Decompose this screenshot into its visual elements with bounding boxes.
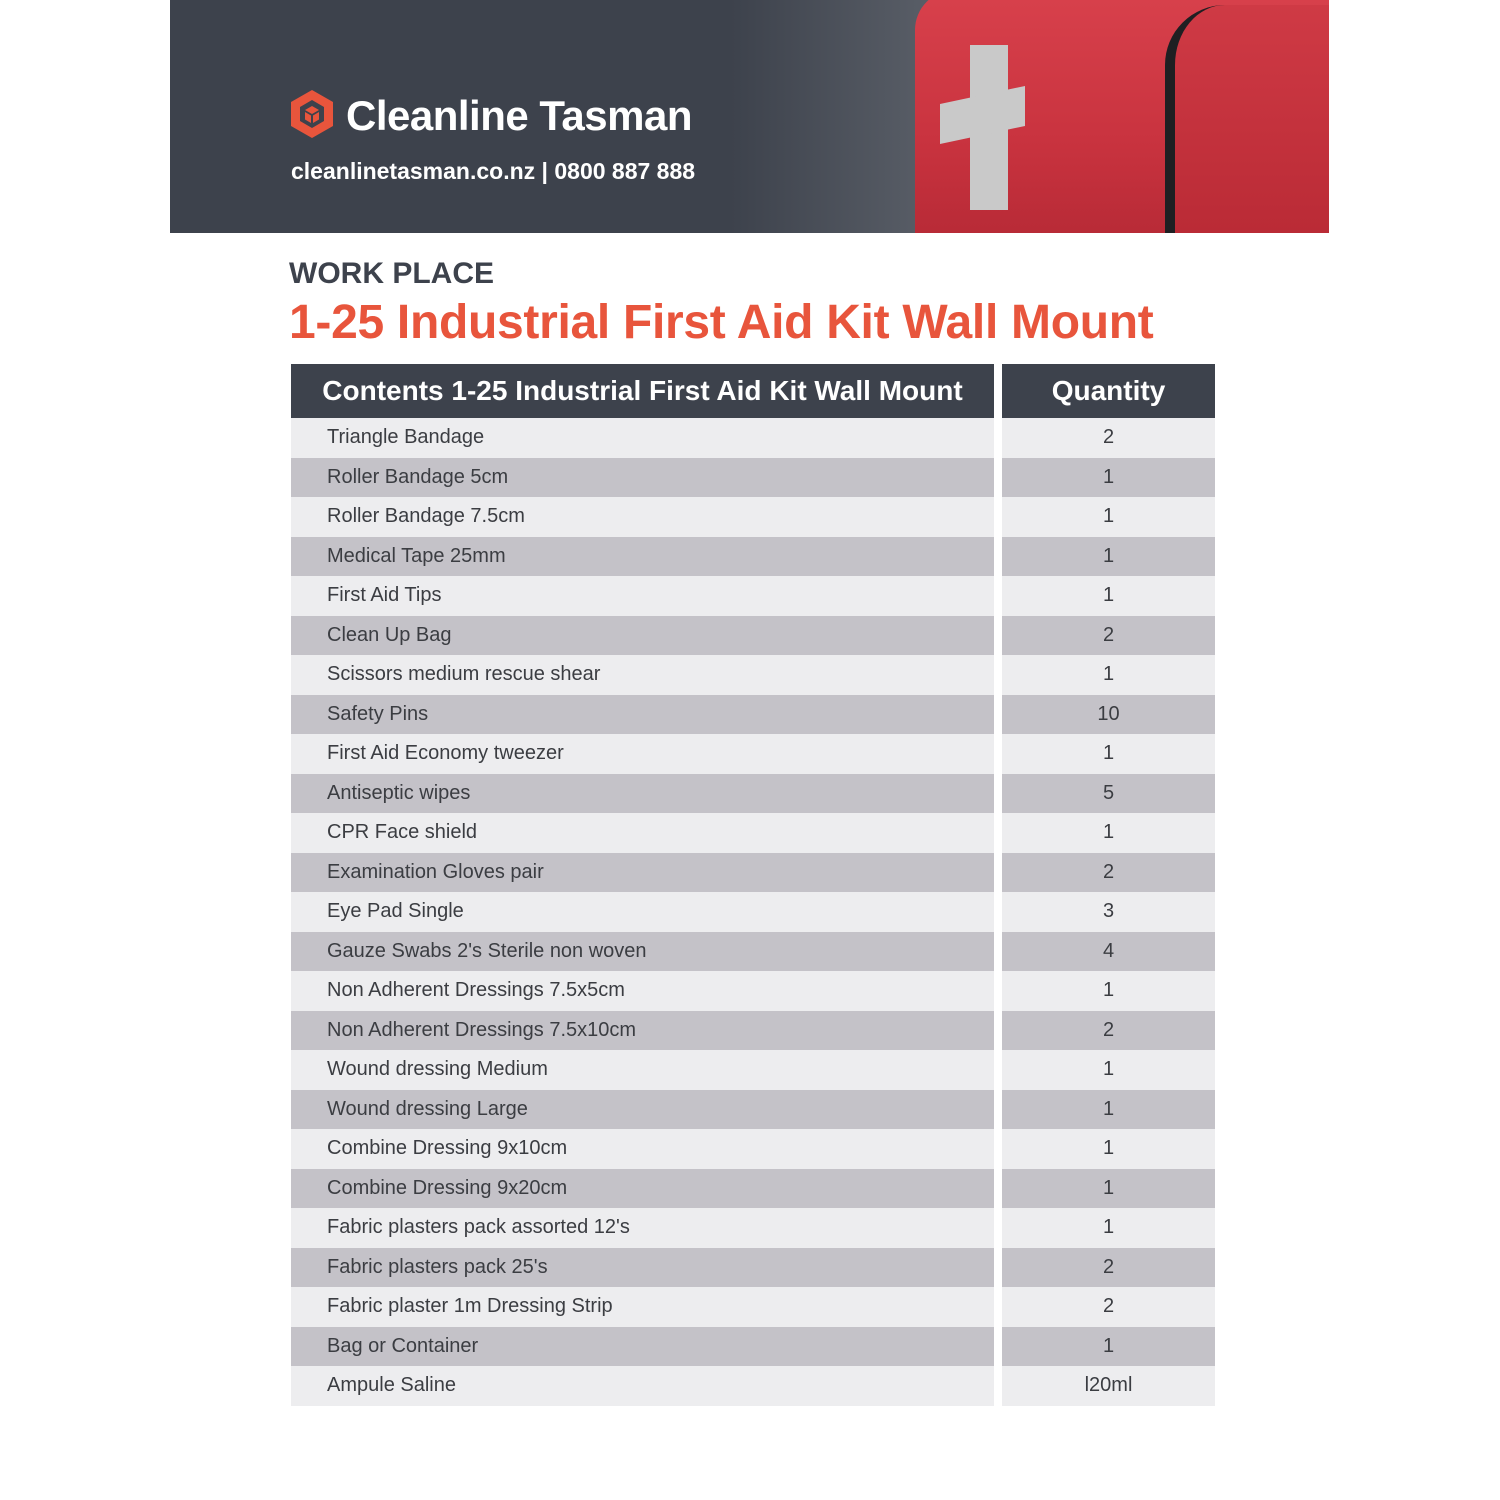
item-cell: Ampule Saline <box>291 1366 994 1406</box>
quantity-cell: 2 <box>1002 418 1215 458</box>
table-row <box>291 813 1215 853</box>
table-row <box>291 1208 1215 1248</box>
table-body <box>291 418 1215 1406</box>
table-row <box>291 932 1215 972</box>
contents-column-header: Contents 1-25 Industrial First Aid Kit Wall Mount <box>291 364 994 418</box>
table-row <box>291 1248 1215 1288</box>
table-row <box>291 1366 1215 1406</box>
quantity-cell: 1 <box>1002 537 1215 577</box>
quantity-cell: 1 <box>1002 813 1215 853</box>
document-kicker: WORK PLACE <box>289 257 494 290</box>
quantity-cell: l20ml <box>1002 1366 1215 1406</box>
brand-name: Cleanline Tasman <box>346 92 693 139</box>
item-cell: Wound dressing Large <box>291 1090 994 1130</box>
table-row <box>291 418 1215 458</box>
first-aid-bag-pocket <box>1165 5 1329 233</box>
quantity-cell: 1 <box>1002 1327 1215 1367</box>
document-title: 1-25 Industrial First Aid Kit Wall Mount <box>289 296 1154 349</box>
item-cell: Fabric plaster 1m Dressing Strip <box>291 1287 994 1327</box>
table-row <box>291 616 1215 656</box>
item-cell: First Aid Economy tweezer <box>291 734 994 774</box>
item-cell: Roller Bandage 5cm <box>291 458 994 498</box>
item-cell: Fabric plasters pack 25's <box>291 1248 994 1288</box>
item-cell: Combine Dressing 9x20cm <box>291 1169 994 1209</box>
table-row <box>291 458 1215 498</box>
quantity-cell: 2 <box>1002 616 1215 656</box>
contact-info: cleanlinetasman.co.nz | 0800 887 888 <box>291 158 696 184</box>
item-cell: Examination Gloves pair <box>291 853 994 893</box>
table-row <box>291 892 1215 932</box>
item-cell: Non Adherent Dressings 7.5x10cm <box>291 1011 994 1051</box>
quantity-cell: 2 <box>1002 1287 1215 1327</box>
item-cell: Eye Pad Single <box>291 892 994 932</box>
quantity-cell: 1 <box>1002 1208 1215 1248</box>
table-row <box>291 695 1215 735</box>
table-row <box>291 1129 1215 1169</box>
item-cell: Scissors medium rescue shear <box>291 655 994 695</box>
quantity-cell: 2 <box>1002 1248 1215 1288</box>
quantity-cell: 1 <box>1002 497 1215 537</box>
item-cell: Gauze Swabs 2's Sterile non woven <box>291 932 994 972</box>
cleanline-logo-icon <box>291 90 333 138</box>
quantity-cell: 3 <box>1002 892 1215 932</box>
item-cell: CPR Face shield <box>291 813 994 853</box>
quantity-cell: 1 <box>1002 1090 1215 1130</box>
table-row <box>291 1090 1215 1130</box>
item-cell: Roller Bandage 7.5cm <box>291 497 994 537</box>
table-row <box>291 497 1215 537</box>
item-cell: Combine Dressing 9x10cm <box>291 1129 994 1169</box>
item-cell: Triangle Bandage <box>291 418 994 458</box>
quantity-cell: 1 <box>1002 971 1215 1011</box>
table-row <box>291 853 1215 893</box>
item-cell: Fabric plasters pack assorted 12's <box>291 1208 994 1248</box>
quantity-cell: 2 <box>1002 853 1215 893</box>
quantity-column-header: Quantity <box>1002 364 1215 418</box>
table-row <box>291 537 1215 577</box>
item-cell: Medical Tape 25mm <box>291 537 994 577</box>
item-cell: Bag or Container <box>291 1327 994 1367</box>
item-cell: Wound dressing Medium <box>291 1050 994 1090</box>
table-row <box>291 1327 1215 1367</box>
quantity-cell: 1 <box>1002 734 1215 774</box>
table-row <box>291 1287 1215 1327</box>
quantity-cell: 1 <box>1002 1129 1215 1169</box>
item-cell: Non Adherent Dressings 7.5x5cm <box>291 971 994 1011</box>
table-row <box>291 1169 1215 1209</box>
quantity-cell: 1 <box>1002 1050 1215 1090</box>
quantity-cell: 1 <box>1002 458 1215 498</box>
item-cell: Antiseptic wipes <box>291 774 994 814</box>
table-row <box>291 655 1215 695</box>
quantity-cell: 4 <box>1002 932 1215 972</box>
header-banner <box>170 0 1329 233</box>
item-cell: Safety Pins <box>291 695 994 735</box>
quantity-cell: 1 <box>1002 1169 1215 1209</box>
quantity-cell: 1 <box>1002 655 1215 695</box>
table-row <box>291 774 1215 814</box>
quantity-cell: 1 <box>1002 576 1215 616</box>
table-row <box>291 576 1215 616</box>
quantity-cell: 5 <box>1002 774 1215 814</box>
item-cell: Clean Up Bag <box>291 616 994 656</box>
item-cell: First Aid Tips <box>291 576 994 616</box>
quantity-cell: 10 <box>1002 695 1215 735</box>
quantity-cell: 2 <box>1002 1011 1215 1051</box>
table-row <box>291 971 1215 1011</box>
contents-table <box>291 364 1215 1406</box>
table-row <box>291 1011 1215 1051</box>
table-row <box>291 1050 1215 1090</box>
table-header <box>291 364 1215 418</box>
table-row <box>291 734 1215 774</box>
